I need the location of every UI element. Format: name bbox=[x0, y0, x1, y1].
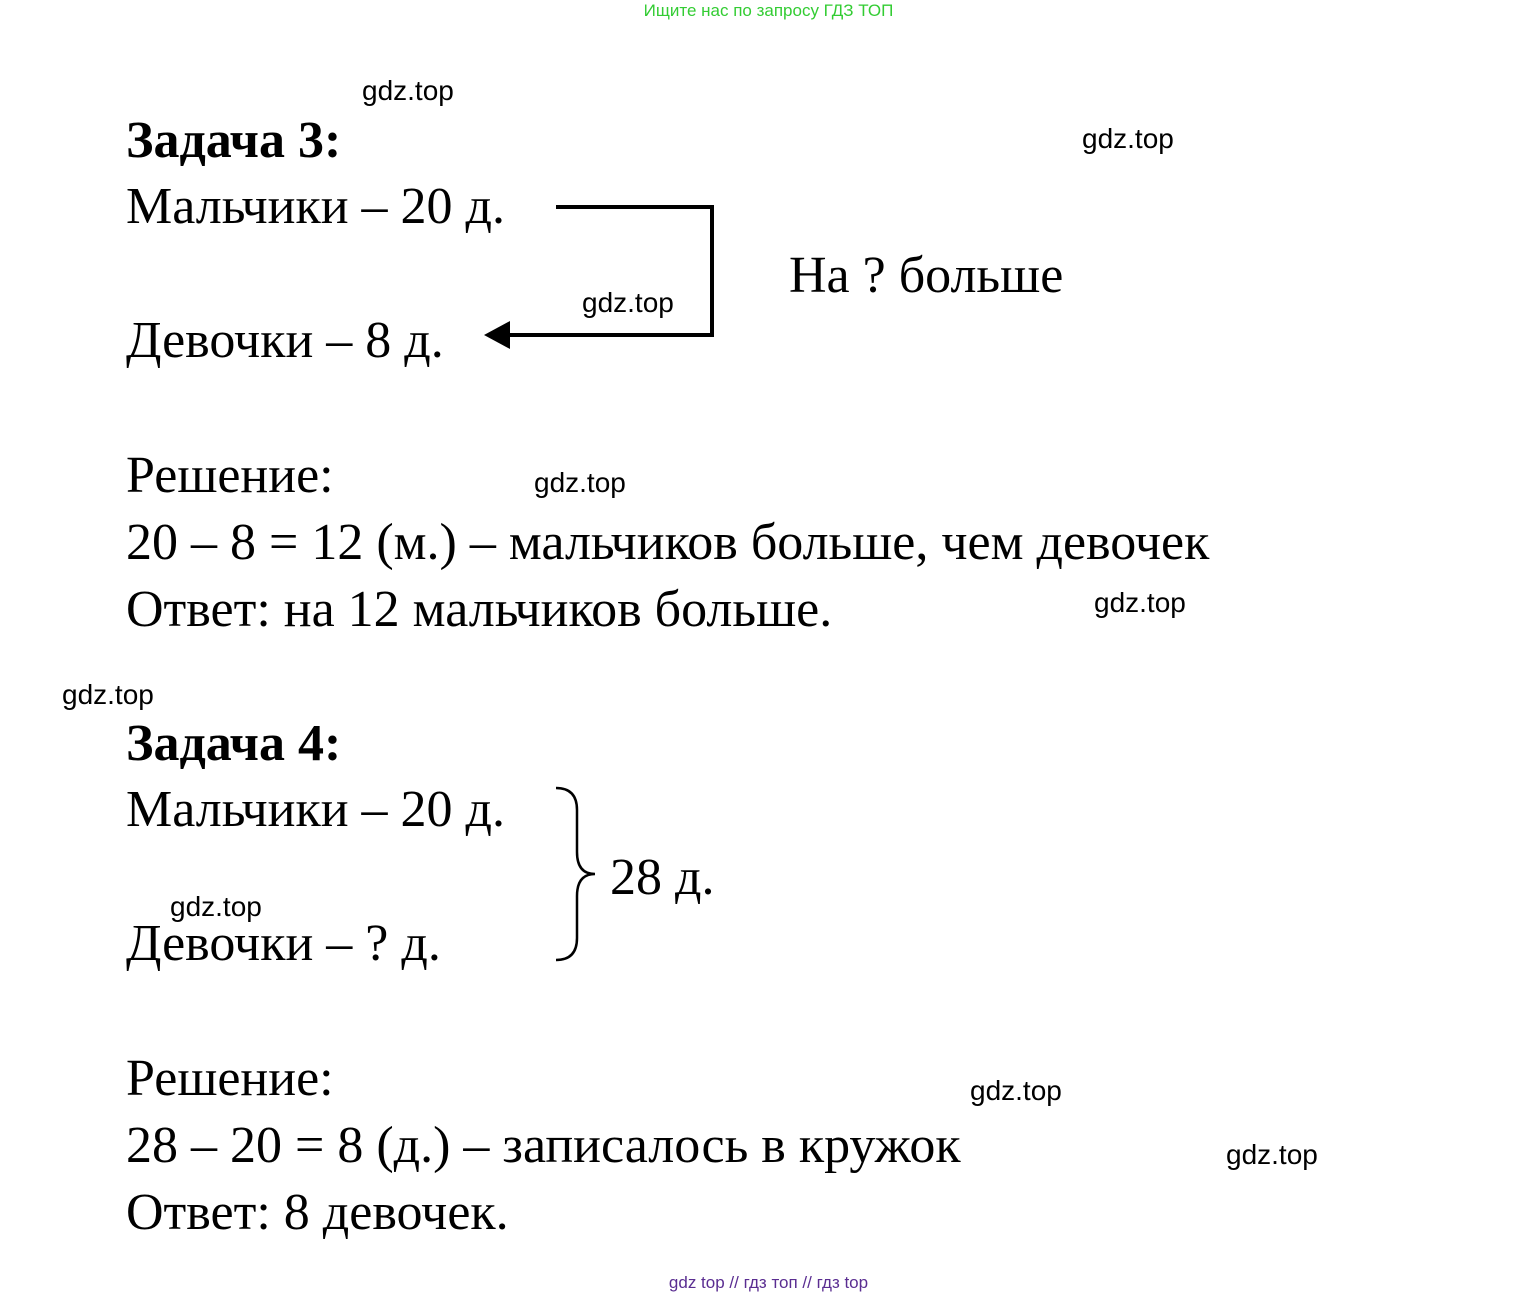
watermark: gdz.top bbox=[970, 1075, 1062, 1106]
task3-answer: Ответ: на 12 мальчиков больше. bbox=[126, 581, 833, 638]
task4-answer: Ответ: 8 девочек. bbox=[126, 1184, 509, 1241]
task3-girls: Девочки – 8 д. bbox=[126, 312, 444, 369]
comparison-arrow bbox=[484, 207, 712, 349]
watermark: gdz.top bbox=[582, 287, 674, 318]
task4-boys: Мальчики – 20 д. bbox=[126, 781, 506, 838]
watermark: gdz.top bbox=[1226, 1139, 1318, 1170]
watermark: gdz.top bbox=[534, 467, 626, 498]
task4-solution-label: Решение: bbox=[126, 1050, 334, 1107]
watermark: gdz.top bbox=[170, 891, 262, 922]
watermark: gdz.top bbox=[1082, 123, 1174, 154]
task4-girls: Девочки – ? д. bbox=[126, 915, 441, 972]
curly-brace bbox=[556, 788, 595, 960]
bottom-banner: gdz top // гдз топ // гдз top bbox=[668, 1273, 869, 1292]
task3-title: Задача 3: bbox=[126, 112, 342, 169]
task4-total: 28 д. bbox=[610, 849, 715, 906]
task3-solution: 20 – 8 = 12 (м.) – мальчиков больше, чем девочек bbox=[126, 514, 1210, 571]
task4-solution: 28 – 20 = 8 (д.) – записалось в кружок bbox=[126, 1117, 961, 1174]
task4-title: Задача 4: bbox=[126, 715, 342, 772]
task3-question: На ? больше bbox=[789, 247, 1064, 304]
task3-boys: Мальчики – 20 д. bbox=[126, 178, 506, 235]
top-banner: Ищите нас по запросу ГДЗ ТОП bbox=[643, 1, 894, 20]
task3-solution-label: Решение: bbox=[126, 447, 334, 504]
watermark: gdz.top bbox=[1094, 587, 1186, 618]
watermark: gdz.top bbox=[362, 75, 454, 106]
watermark: gdz.top bbox=[62, 679, 154, 710]
